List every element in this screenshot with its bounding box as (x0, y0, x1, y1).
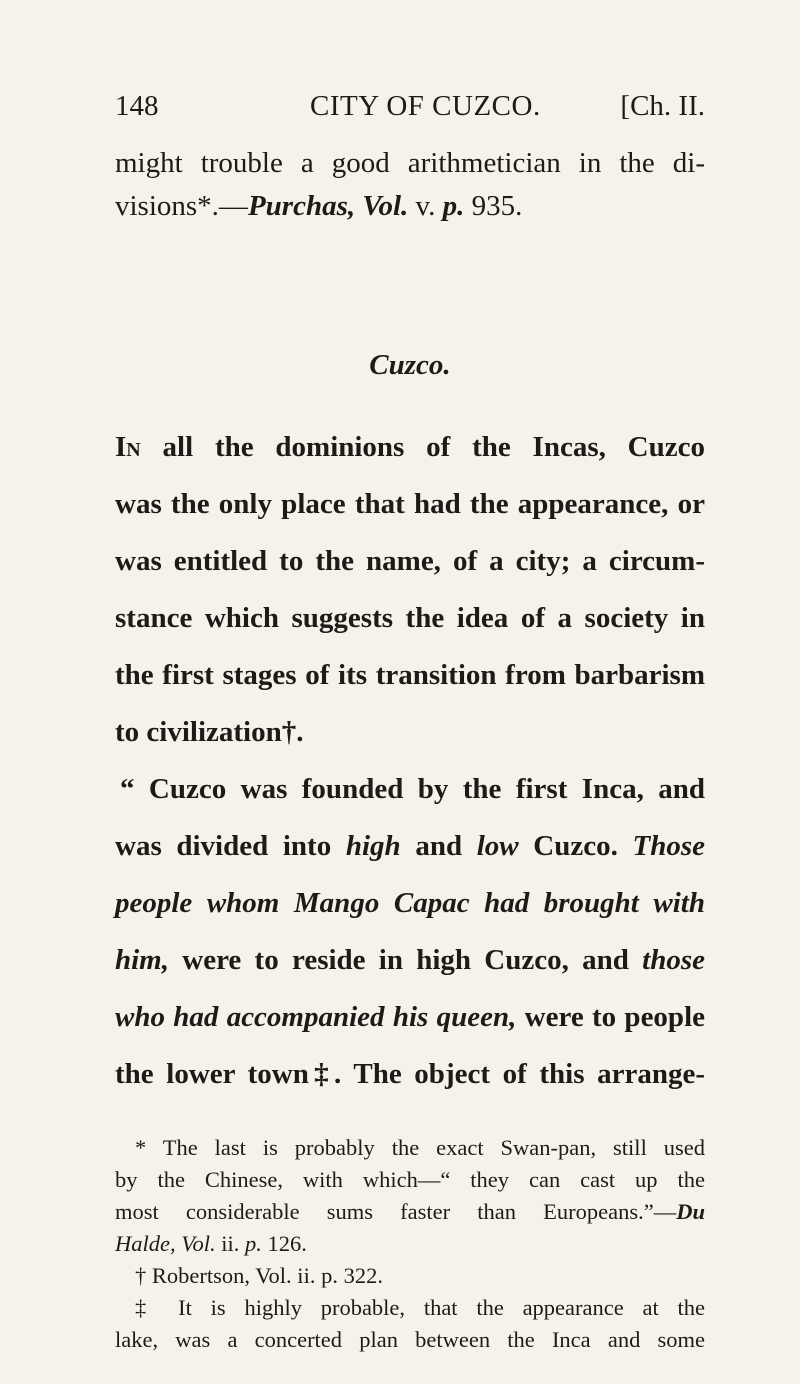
p2-line-5-post: were to people (516, 1001, 705, 1033)
intro-line-2-pre: visions*.— (115, 190, 248, 222)
footnote-1-line-1: * The last is probably the exact Swan-pan, still used (135, 1135, 705, 1160)
footnote-1-du: Du (676, 1199, 705, 1224)
p2-line-5 (115, 997, 705, 1037)
running-header (115, 90, 705, 130)
p2-line-5-italic: who had accompanied his queen, (115, 1001, 517, 1033)
footnote-1-p: p. (245, 1231, 262, 1256)
section-title-text: Cuzco. (369, 349, 451, 381)
footnote-2: † Robertson, Vol. ii. p. 322. (135, 1263, 383, 1288)
p2-line-2 (115, 826, 705, 866)
p1-line-1 (115, 427, 705, 467)
chapter-marker: [Ch. II. (620, 90, 705, 122)
word-him: him, (115, 944, 169, 976)
word-those-2: those (642, 944, 705, 976)
footnote-1-halde: Halde, Vol. (115, 1231, 216, 1256)
p2-line-2-mid: and (400, 830, 477, 862)
footnote-1-num: 126. (261, 1231, 307, 1256)
word-high: high (345, 830, 401, 862)
footnote-1-line-2: by the Chinese, with which—“ they can cast up the (115, 1167, 705, 1192)
p2-line-3-text: people whom Mango Capac had brought with (115, 887, 705, 919)
p1-line-6: to civilization†. (115, 716, 304, 748)
footnote-1-line-3-pre: most considerable sums faster than Europeans.”— (115, 1199, 677, 1224)
p1-line-1-rest: all the dominions of the Incas, Cuzco (140, 431, 705, 463)
p2-line-4 (115, 940, 705, 980)
p2-line-6: the lower town‡. The object of this arrange- (115, 1058, 705, 1090)
word-low: low (476, 830, 519, 862)
p1-line-4: stance which suggests the idea of a society in (115, 602, 705, 634)
p1-line-5: the first stages of its transition from barbarism (115, 659, 705, 691)
footnote-3-line-1: ‡ It is highly probable, that the appearance at the (135, 1295, 705, 1320)
p2-line-4-mid: were to reside in high Cuzco, and (169, 944, 643, 976)
p1-line-3: was entitled to the name, of a city; a circum- (115, 545, 705, 577)
section-title (115, 345, 705, 385)
intro-line-1: might trouble a good arithmetician in the di- (115, 147, 705, 179)
p2-line-3 (115, 883, 705, 923)
source-citation: Purchas, Vol. (247, 190, 409, 222)
intro-line-2-post: v. (408, 190, 443, 222)
page-abbrev: p. (442, 190, 465, 222)
footnote-1-line-4 (115, 1228, 705, 1259)
footnote-1-line-3 (115, 1196, 705, 1227)
intro-line-2-num: 935. (464, 190, 523, 222)
word-those: Those (632, 830, 705, 862)
p2-line-1: “ Cuzco was founded by the first Inca, and (120, 773, 705, 805)
running-title: CITY OF CUZCO. (310, 90, 541, 122)
p2-line-2-post: Cuzco. (518, 830, 633, 862)
p2-line-2-pre: was divided into (115, 830, 346, 862)
intro-line-2 (115, 186, 705, 226)
footnote-3-line-2: lake, was a concerted plan between the Inca and some (115, 1327, 705, 1352)
p1-dropword: In (115, 431, 141, 463)
footnote-1-line-4-mid: ii. (215, 1231, 246, 1256)
p1-line-2: was the only place that had the appearance, or (115, 488, 705, 520)
page-number: 148 (115, 90, 159, 122)
